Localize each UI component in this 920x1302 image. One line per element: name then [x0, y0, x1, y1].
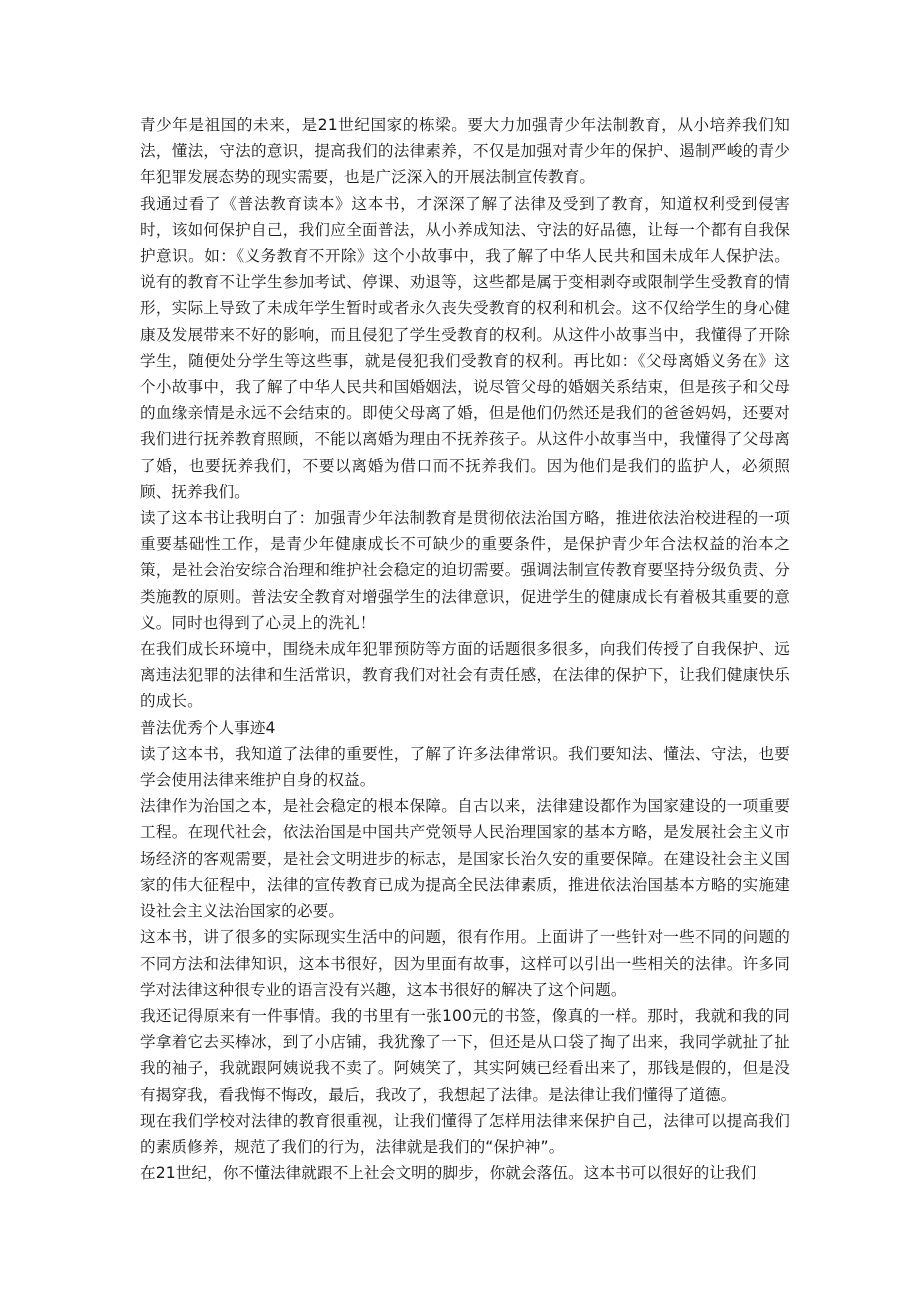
paragraph: 我还记得原来有一件事情。我的书里有一张100元的书签，像真的一样。那时，我就和我的同学拿着它去买棒冰，到了小店铺，我犹豫了一下，但还是从口袋了掏了出来，我同学就扯了扯我的袖子，我就跟阿姨说我不卖了。阿姨笑了，其实阿姨已经看出来了，那钱是假的，但是没有揭穿我，看我悔不悔改，最后，我改了，我想起了法律。是法律让我们懂得了道德。: [140, 1006, 790, 1104]
paragraph: 读了这本书让我明白了：加强青少年法制教育是贯彻依法治国方略，推进依法治校进程的一项重要基础性工作，是青少年健康成长不可缺少的重要条件，是保护青少年合法权益的治本之策，是社会治安综合治理和维护社会稳定的迫切需要。强调法制宣传教育要坚持分级负责、分类施教的原则。普法安全教育对增强学生的法律意识，促进学生的健康成长有着极其重要的意义。同时也得到了心灵上的洗礼！: [140, 509, 790, 632]
paragraph: 在我们成长环境中，围绕未成年犯罪预防等方面的话题很多很多，向我们传授了自我保护、远离违法犯罪的法律和生活常识，教育我们对社会有责任感，在法律的保护下，让我们健康快乐的成长。: [140, 640, 790, 711]
paragraph: 现在我们学校对法律的教育很重视，让我们懂得了怎样用法律来保护自己，法律可以提高我们的素质修养，规范了我们的行为，法律就是我们的“保护神”。: [140, 1111, 790, 1156]
paragraph: 青少年是祖国的未来，是21世纪国家的栋梁。要大力加强青少年法制教育，从小培养我们知法，懂法，守法的意识，提高我们的法律素养，不仅是加强对青少年的保护、遏制严峻的青少年犯罪发展态势的现实需要，也是广泛深入的开展法制宣传教育。: [140, 116, 790, 187]
section-title: 普法优秀个人事迹4: [140, 718, 276, 737]
paragraph: 法律作为治国之本，是社会稳定的根本保障。自古以来，法律建设都作为国家建设的一项重要工程。在现代社会，依法治国是中国共产党领导人民治理国家的基本方略，是发展社会主义市场经济的客观需要，是社会文明进步的标志，是国家长治久安的重要保障。在建设社会主义国家的伟大征程中，法律的宣传教育已成为提高全民法律素质，推进依法治国基本方略的实施建设社会主义法治国家的必要。: [140, 797, 790, 921]
paragraph: 这本书，讲了很多的实际现实生活中的问题，很有作用。上面讲了一些针对一些不同的问题的不同方法和法律知识，这本书很好，因为里面有故事，这样可以引出一些相关的法律。许多同学对法律这种很专业的语言没有兴趣，这本书很好的解决了这个问题。: [140, 928, 790, 999]
paragraph: 读了这本书，我知道了法律的重要性，了解了许多法律常识。我们要知法、懂法、守法，也要学会使用法律来维护自身的权益。: [140, 744, 790, 790]
paragraph: 在21世纪，你不懂法律就跟不上社会文明的脚步，你就会落伍。这本书可以很好的让我们: [140, 1164, 757, 1183]
document-body: [140, 112, 790, 1186]
paragraph: 我通过看了《普法教育读本》这本书，才深深了解了法律及受到了教育，知道权利受到侵害时，该如何保护自己，我们应全面普法，从小养成知法、守法的好品德，让每一个都有自我保护意识。如：《义务教育不开除》这个小故事中，我了解了中华人民共和国未成年人保护法。说有的教育不让学生参加考试、停课、劝退等，这些都是属于变相剥夺或限制学生受教育的情形，实际上导致了未成年学生暂时或者永久丧失受教育的权利和机会。这不仅给学生的身心健康及发展带来不好的影响，而且侵犯了学生受教育的权利。从这件小故事当中，我懂得了开除学生，随便处分学生等这些事，就是侵犯我们受教育的权利。再比如：《父母离婚义务在》这个小故事中，我了解了中华人民共和国婚姻法，说尽管父母的婚姻关系结束，但是孩子和父母的血缘亲情是永远不会结束的。即使父母离了婚，但是他们仍然还是我们的爸爸妈妈，还要对我们进行抚养教育照顾，不能以离婚为理由不抚养孩子。从这件小故事当中，我懂得了父母离了婚，也要抚养我们，不要以离婚为借口而不抚养我们。因为他们是我们的监护人，必须照顾、抚养我们。: [140, 194, 790, 501]
